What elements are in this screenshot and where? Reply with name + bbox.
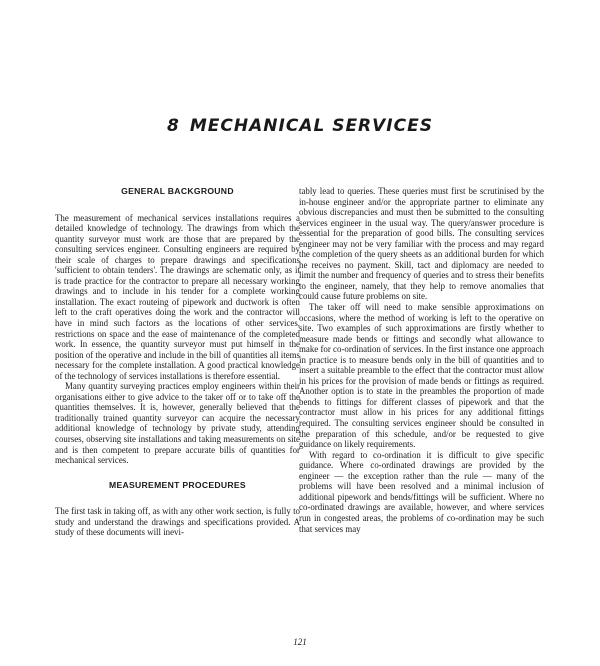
chapter-number: 8: [167, 116, 180, 136]
paragraph: tably lead to queries. These queries must first be scrutinised by the in-house engineer and/or the appropriate partner to eliminate any obvious discrepancies and must then be submitted to the consulting services engineer in the usual way. The query/answer procedure is essential for the preparation of good bills. The consulting services engineer may not be very familiar with the process and may regard the completion of the query sheets as an additional burden for which he receives no payment. Skill, tact and diplomacy are needed to limit the number and frequency of queries and to stress their benefits to the engineer, namely, that they help to remove anomalies that could cause future problems on site.: [299, 186, 544, 302]
paragraph: The first task in taking off, as with any other work section, is fully to study and understand the drawings and specifications provided. A study of these documents will inevi-: [55, 506, 300, 538]
chapter-title-text: MECHANICAL SERVICES: [189, 116, 433, 136]
paragraph: The measurement of mechanical services installations requires a detailed knowledge of technology. The drawings from which the quantity surveyor must work are those that are prepared by the consulting services engineer. Consulting engineers are required by their scale of charges to prepare drawings and specifications 'sufficient to obtain tenders'. The drawings are schematic only, as it is trade practice for the contractor to prepare all necessary working drawings and to include in his tender for a complete working installation. The exact routeing of pipework and ductwork is often left to the craft operatives doing the work and the contractor will have in mind such factors as the locations of other services, restrictions on space and the ease of maintenance of the completed work. In essence, the quantity surveyor must put himself in the position of the operative and include in the bill of quantities all items necessary for the complete installation. A good practical knowledge of the technology of services installations is therefore essential.: [55, 212, 300, 381]
paragraph: Many quantity surveying practices employ engineers within their organisations either to give advice to the taker off or to take off the quantities themselves. It is, however, generally believed that the traditionally trained quantity surveyor can acquire the necessary additional knowledge of technology by private study, attending courses, observing site installations and taking measurements on site and is then competent to prepare accurate bills of quantities for mechanical services.: [55, 381, 300, 466]
paragraph: With regard to co-ordination it is difficult to give specific guidance. Where co-ordinated drawings are provided by the engineer — the exception rather than the rule — many of the problems will have been resolved and a minimal inclusion of additional pipework and bends/fittings will be sufficient. Where no co-ordinated drawings are available, however, and where services run in congested areas, the problems of co-ordination may be such that services may: [299, 449, 544, 534]
section-heading-measurement-procedures: MEASUREMENT PROCEDURES: [109, 479, 246, 490]
left-column: [55, 186, 300, 538]
paragraph: The taker off will need to make sensible approximations on occasions, where the method of working is left to the operative on site. Two examples of such approximations are firstly whether to measure made bends or fittings and secondly what allowance to make for co-ordination of services. In the first instance one approach in practice is to measure bends only in the bill of quantities and to insert a suitable preamble to the effect that the contractor must allow in his prices for the provision of made bends or fittings as required. Another option is to state in the preambles the proportion of made bends to fittings for different classes of pipework and that the contractor must allow in his prices for any additional fittings required. The consulting services engineer should be consulted in the preparation of this schedule, and/or be requested to give guidance on likely requirements.: [299, 302, 544, 450]
right-column: [299, 186, 544, 534]
page-number: 121: [293, 637, 307, 647]
section-heading-general-background: GENERAL BACKGROUND: [121, 186, 234, 196]
chapter-title: [0, 116, 600, 136]
